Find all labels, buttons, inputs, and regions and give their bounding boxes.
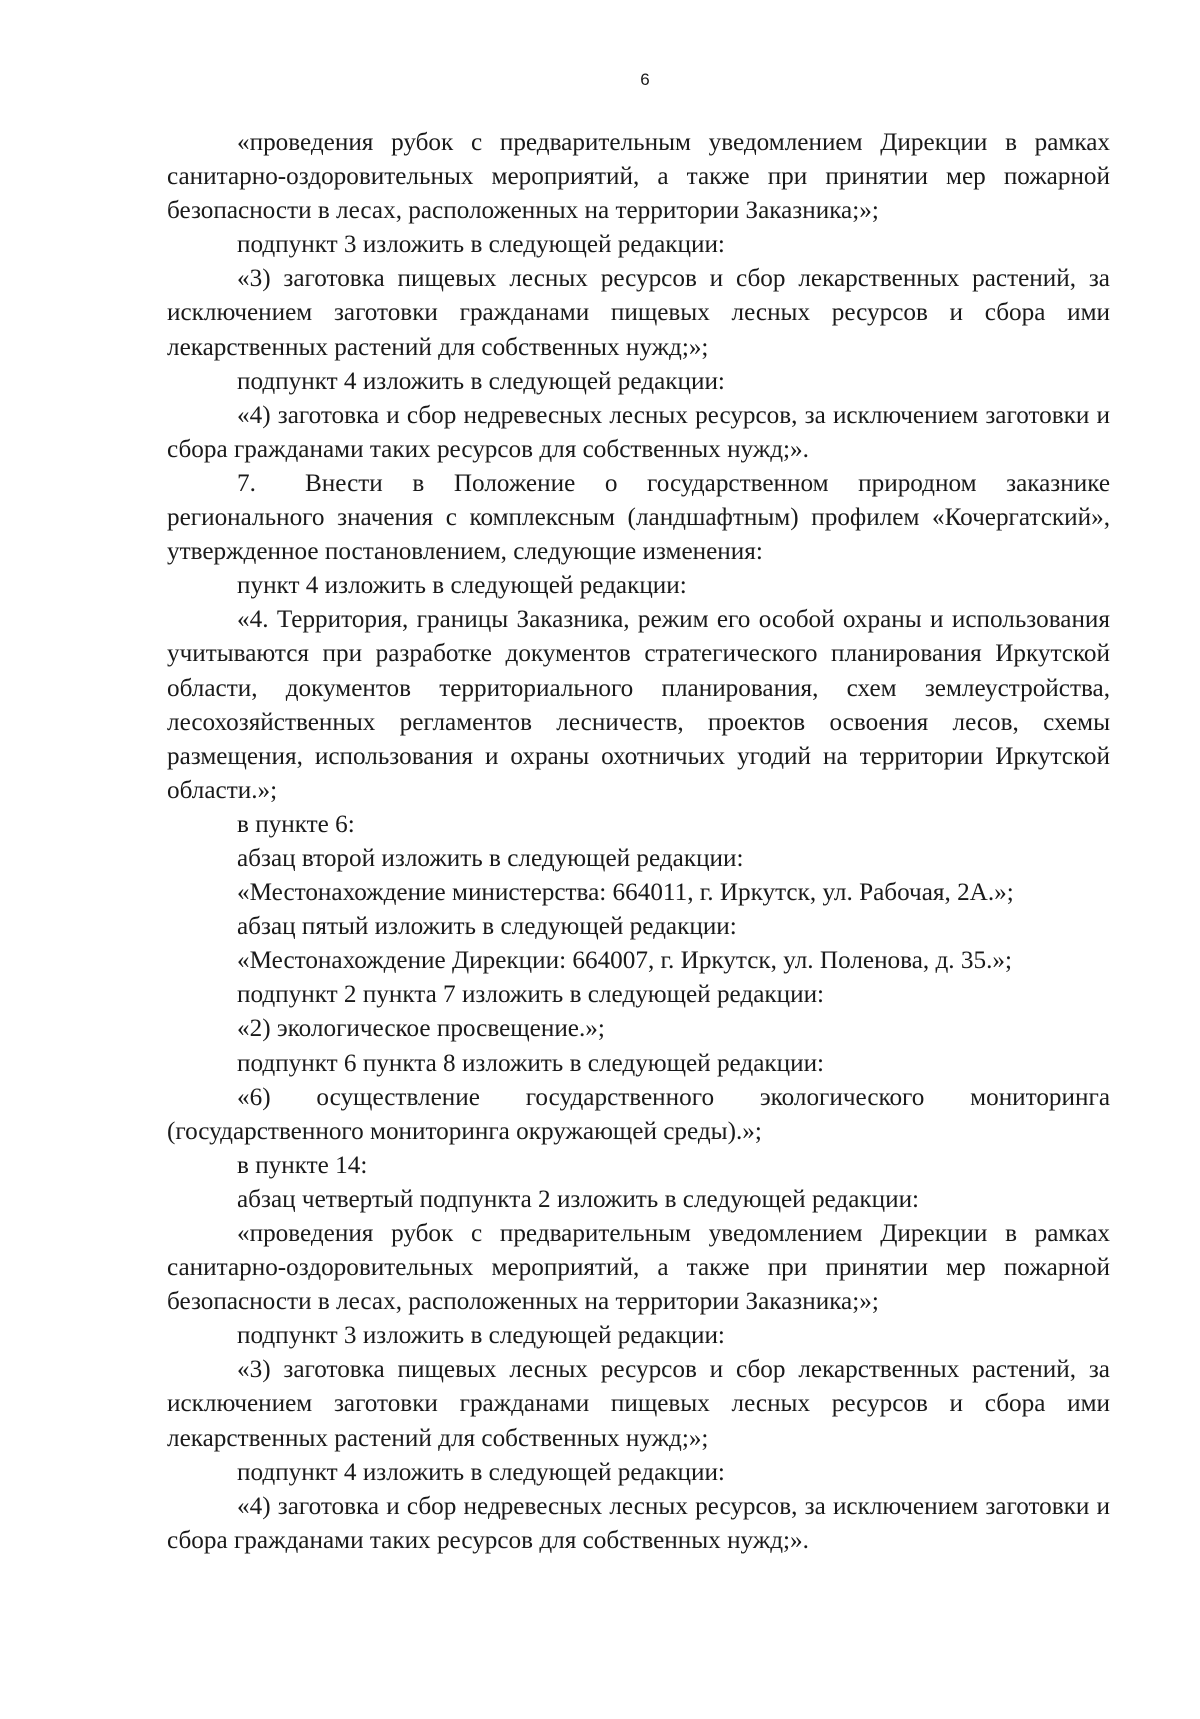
paragraph: в пункте 14:	[237, 1151, 368, 1179]
paragraph: «4) заготовка и сбор недревесных лесных ресурсов, за исключением заготовки и сбора гражданами таких ресурсов для собственных нужд;».	[167, 1492, 1110, 1554]
document-body	[167, 126, 1110, 1558]
paragraph: «2) экологическое просвещение.»;	[237, 1015, 605, 1043]
paragraph: подпункт 3 изложить в следующей редакции:	[237, 1322, 725, 1350]
paragraph: подпункт 6 пункта 8 изложить в следующей редакции:	[237, 1049, 825, 1077]
paragraph: подпункт 4 изложить в следующей редакции:	[237, 367, 725, 395]
paragraph: абзац второй изложить в следующей редакции:	[237, 844, 744, 872]
paragraph: абзац четвертый подпункта 2 изложить в следующей редакции:	[237, 1185, 920, 1213]
paragraph: «Местонахождение министерства: 664011, г. Иркутск, ул. Рабочая, 2А.»;	[237, 879, 1014, 907]
paragraph: подпункт 4 изложить в следующей редакции:	[237, 1458, 725, 1486]
item-number: 7.	[237, 469, 256, 497]
paragraph: «проведения рубок с предварительным уведомлением Дирекции в рамках санитарно-оздоровительных мероприятий, а также при принятии мер пожарной безопасности в лесах, расположенных на территории Заказника;»;	[167, 129, 1110, 225]
paragraph-text: Внести в Положение о государственном природном заказнике регионального значения с комплексным (ландшафтным) профилем «Кочергатский», утвержденное постановлением, следующие изменения:	[167, 469, 1110, 566]
paragraph: в пункте 6:	[237, 810, 355, 838]
paragraph: подпункт 2 пункта 7 изложить в следующей редакции:	[237, 981, 825, 1009]
paragraph: «3) заготовка пищевых лесных ресурсов и сбор лекарственных растений, за исключением заготовки гражданами пищевых лесных ресурсов и сбора ими лекарственных растений для собственных нужд;»;	[167, 265, 1110, 361]
paragraph: абзац пятый изложить в следующей редакции:	[237, 913, 737, 941]
numbered-paragraph	[167, 467, 1110, 569]
paragraph: «3) заготовка пищевых лесных ресурсов и сбор лекарственных растений, за исключением заготовки гражданами пищевых лесных ресурсов и сбора ими лекарственных растений для собственных нужд;»;	[167, 1356, 1110, 1452]
page-number: 6	[640, 70, 650, 89]
paragraph: «6) осуществление государственного экологического мониторинга (государственного мониторинга окружающей среды).»;	[167, 1083, 1110, 1145]
paragraph: «проведения рубок с предварительным уведомлением Дирекции в рамках санитарно-оздоровительных мероприятий, а также при принятии мер пожарной безопасности в лесах, расположенных на территории Заказника;»;	[167, 1220, 1110, 1316]
paragraph: «4) заготовка и сбор недревесных лесных ресурсов, за исключением заготовки и сбора гражданами таких ресурсов для собственных нужд;».	[167, 401, 1110, 463]
paragraph: подпункт 3 изложить в следующей редакции:	[237, 231, 725, 259]
paragraph: «4. Территория, границы Заказника, режим его особой охраны и использования учитываются при разработке документов стратегического планирования Иркутской области, документов территориального планирования, схем землеустройства, лесохозяйственных регламентов лесничеств, проектов освоения лесов, схемы размещения, использования и охраны охотничьих угодий на территории Иркутской области.»;	[167, 606, 1110, 804]
paragraph: пункт 4 изложить в следующей редакции:	[237, 572, 687, 600]
paragraph: «Местонахождение Дирекции: 664007, г. Иркутск, ул. Поленова, д. 35.»;	[237, 947, 1012, 975]
